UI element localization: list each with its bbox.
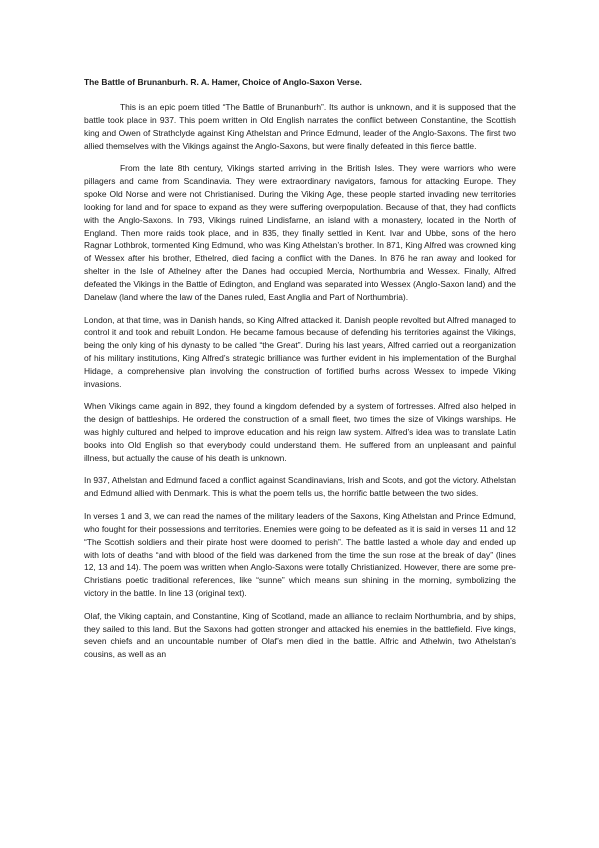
document-title: The Battle of Brunanburh. R. A. Hamer, Choice of Anglo-Saxon Verse. (84, 77, 362, 87)
paragraph-937: In 937, Athelstan and Edmund faced a conflict against Scandinavians, Irish and Scots, and got the victory. Athelstan and Edmund allied with Denmark. This is what the poem tells us, the horrific battle between the two sides. (84, 475, 516, 499)
paragraph-fortresses: When Vikings came again in 892, they found a kingdom defended by a system of fortresses. Alfred also helped in the design of battleships. He ordered the construction of a small fleet, two times the size of Vikings warships. He was highly cultured and helped to improve education and his reign law system. Alfred’s idea was to translate Latin books into Old English so that everybody could understand them. He suffered from an unpleasant and painful illness, but actually the cause of his death is unknown. (84, 401, 516, 464)
paragraph-intro: This is an epic poem titled “The Battle of Brunanburh”. Its author is unknown, and it is supposed that the battle took place in 937. This poem written in Old English narrates the conflict between Constantine, the Scottish king and Owen of Strathclyde against King Athelstan and Prince Edmund, leader of the Anglo-Saxons. The first two allied themselves with the Vikings against the Anglo-Saxons, but were finally defeated in this fierce battle. (84, 101, 516, 151)
paragraph-vikings: From the late 8th century, Vikings started arriving in the British Isles. They were warriors who were pillagers and came from Scandinavia. They were extraordinary navigators, famous for attacking Europe. They spoke Old Norse and were not Christianised. During the Viking Age, these people started invading new territories looking for land and for space to expand as they were suffering overpopulation. Because of that, they had conflicts with the Anglo-Saxons. In 793, Vikings ruined Lindisfarne, an island with a monastery, located in the North of England. Then more raids took place, and in 835, they finally settled in Kent. Ivar and Ubbe, sons of the hero Ragnar Lothbrok, tormented King Edmund, who was King Athelstan’s brother. In 871, King Alfred was crowned king of Wessex after his brother, Ethelred, died facing a conflict with the Danes. In 876 he ran away and looked for shelter in the Isle of Athelney after the Danes had occupied Mercia, Northumbria and Wessex. Finally, Alfred defeated the Vikings in the Battle of Edington, and England was separated into Wessex (Anglo-Saxon land) and the Danelaw (land where the law of the Danes ruled, East Anglia and Part of Northumbria). (84, 163, 516, 303)
paragraph-verses: In verses 1 and 3, we can read the names of the military leaders of the Saxons, King Athelstan and Prince Edmund, who fought for their possessions and territories. Enemies were going to be defeated as it is said in verses 11 and 12 “The Scottish soldiers and their pirate host were doomed to perish”. The battle lasted a whole day and ended up with lots of deaths “and with blood of the field was darkened from the time the sun rose at the break of day” (lines 12, 13 and 14). The poem was written when Anglo-Saxons were totally Christianized. However, there are some pre- Christians poetic traditional references, like “sunne” which means sun shining in the morning, symbolizing the victory in the battle. In line 13 (original text). (84, 510, 516, 599)
paragraph-olaf: Olaf, the Viking captain, and Constantine, King of Scotland, made an alliance to reclaim Northumbria, and by ships, they sailed to this land. But the Saxons had gotten stronger and attacked his enemies in the battlefield. Five kings, seven chiefs and an uncountable number of Olaf’s men died in the battle. Alfric and Athelwin, two Athelstan’s cousins, as well as an (84, 610, 516, 660)
document-body (84, 76, 516, 671)
paragraph-london: London, at that time, was in Danish hands, so King Alfred attacked it. Danish people revolted but Alfred managed to control it and took and rebuilt London. He became famous because of defending his territories against the Vikings, being the only king of his dynasty to be called “the Great”. During his last years, Alfred carried out a reorganization of his military institutions, King Alfred’s strategic brilliance was further evident in his implementation of the Burghal Hidage, a comprehensive plan involving the construction of fortified burhs across Wessex to impede Viking invasions. (84, 314, 516, 390)
